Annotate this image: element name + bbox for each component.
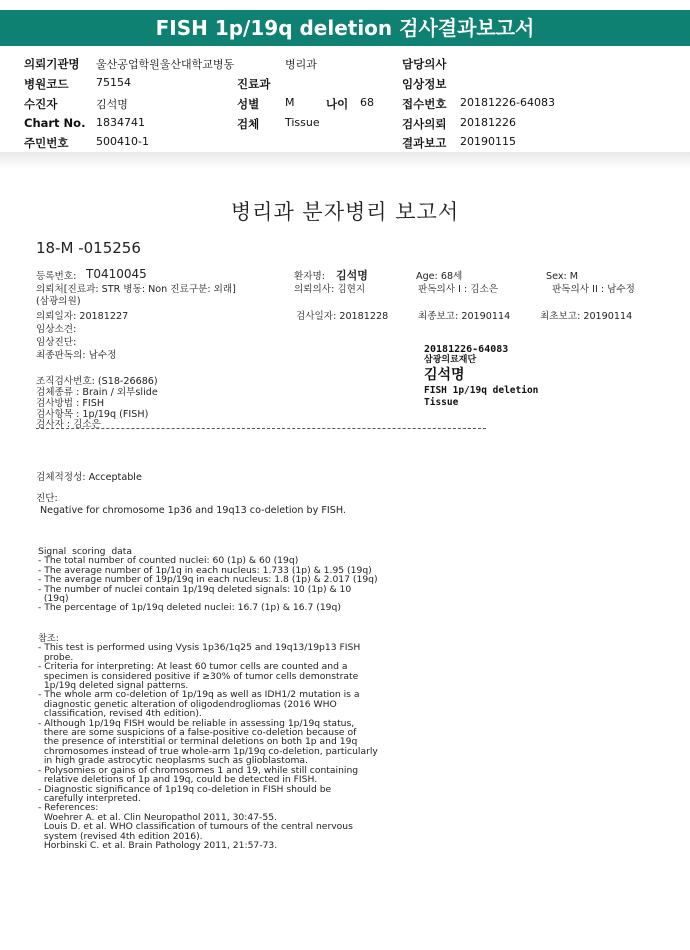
sex-label: 성별 (237, 97, 260, 111)
requesting-dept: 의뢰처[진료과: STR 병동: Non 진료구분: 외래] (36, 284, 236, 295)
sticker-name: 김석명 (424, 367, 465, 383)
request-date-value: 20181226 (460, 116, 516, 129)
hospital-name-value: 울산공업학원울산대학교병동 (96, 58, 235, 71)
final-report-date: 최종보고: 20190114 (418, 311, 511, 322)
reg-no-value: T0410045 (86, 267, 147, 281)
request-date-label: 검사의뢰 (402, 117, 447, 131)
clinical-diagnosis: 임상진단: (36, 337, 77, 348)
department-value: 병리과 (285, 58, 317, 71)
receipt-no-label: 접수번호 (402, 97, 447, 111)
sticker-test: FISH 1p/19q deletion (424, 385, 539, 396)
patient-name-label: 환자명: (294, 271, 326, 282)
hospital-code-value: 75154 (96, 76, 131, 89)
accession-number: 18-M -015256 (36, 239, 141, 257)
specimen-type: 검체종류 : Brain / 외부slide (36, 387, 158, 398)
specimen-value: Tissue (285, 116, 320, 129)
patient-name-value: 김석명 (336, 269, 368, 282)
tissue-exam-no: 조직검사번호: (S18-26686) (36, 376, 158, 387)
diagnosis-label: 진단: (36, 493, 58, 504)
final-reader: 최종판독의: 남수정 (36, 350, 117, 361)
patient-label: 수진자 (24, 97, 58, 111)
receipt-no-value: 20181226-64083 (460, 96, 555, 109)
header-info-grid (0, 52, 690, 152)
requesting-hospital: (삼광의원) (36, 296, 81, 307)
patient-value: 김석명 (96, 98, 128, 111)
clinic-dept-label: 진료과 (237, 77, 271, 91)
result-report-label: 결과보고 (402, 136, 447, 150)
clinical-info-label: 임상정보 (402, 77, 447, 91)
exam-method: 검사방법 : FISH (36, 398, 105, 409)
resident-no-value: 500410-1 (96, 135, 149, 148)
reg-no-label: 등록번호: (36, 271, 77, 282)
scanned-report-page (0, 168, 690, 950)
hospital-code-label: 병원코드 (24, 77, 69, 91)
age-value: 68 (360, 96, 374, 109)
sex-value: M (285, 96, 295, 109)
specimen-sticker (424, 344, 624, 409)
requesting-doctor: 의뢰의사: 김현지 (294, 284, 366, 295)
hospital-name-label: 의뢰기관명 (24, 57, 80, 71)
age-label: 나이 (326, 97, 349, 111)
reference-notes: 참조: - This test is performed using Vysis 1p36/1q25 and 19q13/19p13 FISH probe. - Criteria for interpreting: At least 60 tumor cells are counted and a specimen is considered positive if ≥30% of tumor cells demonstrate 1p/19q deleted signal patterns. - The whole arm co-deletion of 1p/19q as well as IDH1/2 mutation is a diagnostic genetic alteration of oligodendrogliomas (2016 WHO classification, revised 4th edition). - Although 1p/19q FISH would be reliable in assessing 1p/19q status, there are some suspicions of a false-positive co-deletion because of the presence of interstitial or terminal deletions on both 1p and 19q chromosomes instead of true whole-arm 1p/19q co-deletion, particularly in high grade astrocytic neoplasms such as glioblastoma. - Polysomies or gains of chromosomes 1 and 19, while still containing relative deletions of 1p and 19q, could be detected in FISH. - Diagnostic significance of 1p19q co-deletion in FISH should be carefully interpreted. - References: Woehrer A. et al. Clin Neuropathol 2011, 30:47-55. Louis D. et al. WHO classification of tumours of the central nervous system (revised 4th edition 2016). Horbinski C. et al. Brain Pathology 2011, 21:57-73. (38, 633, 378, 851)
report-heading: 병리과 분자병리 보고서 (230, 200, 460, 224)
examiner: 검사자 : 김소은 (36, 419, 101, 430)
exam-date: 검사일자: 20181228 (296, 311, 389, 322)
first-report-date: 최초보고: 20190114 (540, 311, 633, 322)
clinical-findings: 임상소견: (36, 324, 77, 335)
section-divider (36, 428, 486, 429)
request-date: 의뢰일자: 20181227 (36, 311, 129, 322)
reader-one: 판독의사 I : 김소은 (418, 284, 499, 295)
resident-no-label: 주민번호 (24, 136, 69, 150)
attending-doctor-label: 담당의사 (402, 57, 447, 71)
specimen-adequacy: 검체적정성: Acceptable (36, 472, 142, 483)
sticker-specimen: Tissue (424, 397, 459, 408)
signal-scoring-data: Signal scoring data - The total number of counted nuclei: 60 (1p) & 60 (19q) - The average number of 1p/1q in each nucleus: 1.733 (1p) & 1.95 (19q) - The average number of 19p/19q in each nucleus: 1.8 (1p) & 2.017 (19q) - The number of nuclei contain 1p/19q deleted signals: 10 (1p) & 10 (19q) - The percentage of 1p/19q deleted nuclei: 16.7 (1p) & 16.7 (19q) (38, 546, 378, 614)
chart-no-label: Chart No. (24, 116, 86, 130)
exam-item: 검사항목 : 1p/19q (FISH) (36, 409, 149, 420)
reader-two: 판독의사 II : 남수정 (552, 284, 635, 295)
result-report-value: 20190115 (460, 135, 516, 148)
diagnosis-text: Negative for chromosome 1p36 and 19q13 co-deletion by FISH. (40, 505, 346, 516)
page-divider (0, 152, 690, 168)
chart-no-value: 1834741 (96, 116, 145, 129)
patient-sex: Sex: M (546, 271, 579, 282)
report-title-banner: FISH 1p/19q deletion 검사결과보고서 (0, 10, 690, 46)
sticker-id: 20181226-64083 (424, 344, 509, 355)
sticker-lab: 삼광의료재단 (424, 355, 477, 365)
patient-age: Age: 68세 (416, 271, 463, 282)
specimen-label: 검체 (237, 117, 260, 131)
